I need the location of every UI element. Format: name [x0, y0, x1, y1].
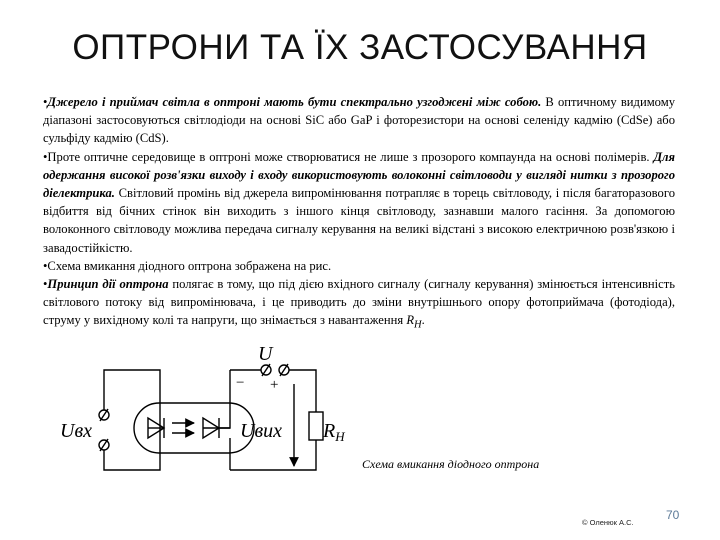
supply-terminal-icon [279, 364, 289, 376]
supply-voltage-label: U [258, 343, 273, 365]
load-label: $R_Н$ [323, 420, 345, 444]
load-symbol: $R_Н$ [406, 313, 422, 331]
paragraph-text: Схема вмикання діодного оптрона зображена на рис. [47, 258, 332, 273]
supply-plus-label: + [270, 377, 279, 393]
emphasis-text: Для одержання високої розв'язки виходу і входу використовують волоконні світловоди у вигляді нитки з прозорого діелектрика. [43, 149, 675, 201]
output-wire [230, 440, 316, 470]
paragraph-text: В оптичному видимому діапазоні застосовуються світлодіоди на основі SiC або GaP і фоторезистори на основі селеніду кадмію (CdSe) або сульфіду кадмію (CdS). [43, 95, 675, 146]
paragraph-text: полягає в тому, що під дією вхідного сигналу (сигналу керування) змінюється інтенсивність світлового потоку від випромінювача, і це приводить до зміни внутрішнього опору фотоприймача (фотодіода), струму у вихідному колі та напруги, що знімається з навантаження [43, 277, 675, 328]
input-voltage-label: Uвх [60, 420, 93, 442]
paragraph-text: Світловий промінь від джерела випромінювання потрапляє в торець світловоду, і після багаторазового відбиття від бічних стінок він виходить з іншого кінця світловоду, зазнавши малого гасіння. За допомогою волоконного світловоду можлива передача сигналу керування на великі відстані з високою електричною розв'язкою і завадостійкістю. [43, 186, 675, 255]
input-terminal-icon [99, 409, 109, 421]
bullet: • [43, 95, 48, 109]
bullet: • [43, 277, 48, 292]
emphasis-text: Принцип дії оптрона [47, 277, 169, 292]
paragraph-text: Проте оптичне середовище в оптроні може створюватися не лише з прозорого компаунда на основі полімерів. [47, 149, 654, 164]
supply-terminal-icon [261, 364, 271, 376]
page-number: 70 [666, 508, 680, 522]
emphasis-text: Джерело і приймач світла в оптроні мають бути спектрально узгоджені між собою. [47, 95, 542, 109]
output-voltage-label: Uвих [240, 420, 283, 442]
paragraph-4: •Принцип дії оптрона полягає в тому, що під дією вхідного сигналу (сигналу керування) змінюється інтенсивність світлового потоку від випромінювача, і це приводить до зміни внутрішнього опору фотоприймача (фотодіода), струму у вихідному колі та напруги, що знімається з навантаження $R_Н$. [43, 277, 675, 331]
slide-title: ОПТРОНИ ТА ЇХ ЗАСТОСУВАННЯ [72, 28, 648, 67]
led-icon [148, 418, 164, 438]
diagram-caption: Схема вмикання діодного оптрона [362, 457, 540, 471]
copyright-footer: © Оленюк А.С. [582, 518, 634, 527]
output-wire [284, 370, 316, 412]
bullet: • [43, 149, 48, 164]
photodiode-icon [203, 370, 230, 470]
bullet: • [43, 258, 48, 273]
supply-minus-label: − [236, 375, 245, 391]
load-resistor [309, 412, 323, 440]
input-terminal-icon [99, 439, 109, 451]
